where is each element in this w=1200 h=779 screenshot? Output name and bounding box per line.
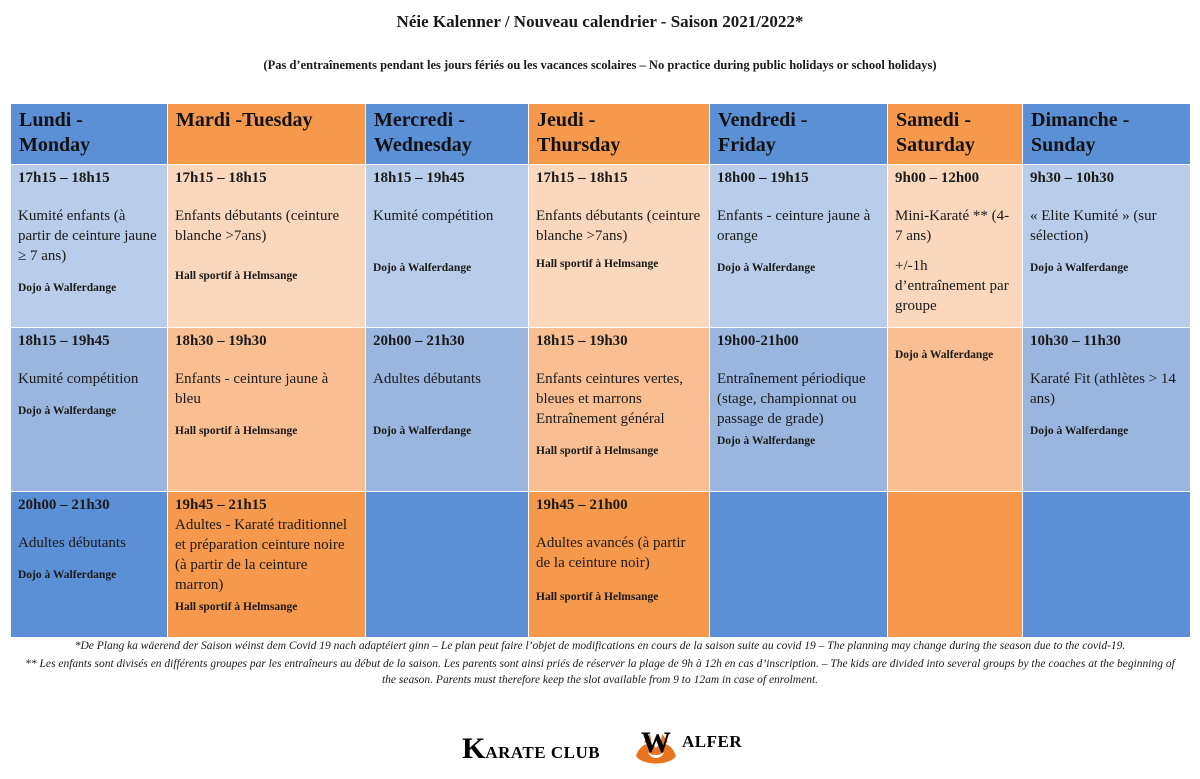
schedule-cell [366, 492, 529, 638]
logo-arate-club: ARATE CLUB [485, 743, 601, 762]
session-time: 18h15 – 19h45 [18, 333, 110, 349]
schedule-cell [1023, 165, 1191, 328]
schedule-cell [710, 492, 888, 638]
session-activity: Mini-Karaté ** (4-7 ans) [895, 208, 1010, 244]
session-time: 9h30 – 10h30 [1030, 170, 1115, 186]
session-note: +/-1h d’entraînement par groupe [895, 258, 1009, 314]
schedule-cell [11, 492, 168, 638]
schedule-row [11, 492, 1191, 638]
schedule-cell [11, 165, 168, 328]
session-time: 10h30 – 11h30 [1030, 333, 1121, 349]
day-header-tuesday: Mardi -Tuesday [168, 104, 366, 165]
logo-letter-k: K [462, 732, 486, 765]
schedule-cell [11, 328, 168, 492]
schedule-row [11, 328, 1191, 492]
session-time: 18h15 – 19h30 [536, 333, 628, 349]
session-location: Dojo à Walferdange [1030, 262, 1129, 274]
page-subtitle: (Pas d’entraînements pendant les jours fériés ou les vacances scolaires – No practice during public holidays or school holidays) [263, 58, 937, 72]
session-activity: Karaté Fit (athlètes > 14 ans) [1030, 371, 1176, 407]
session-activity: Adultes débutants [18, 535, 126, 551]
session-time: 18h15 – 19h45 [373, 170, 465, 186]
session-activity: « Elite Kumité » (sur sélection) [1030, 208, 1157, 244]
session-activity: Kumité enfants (à partir de ceinture jaune ≥ 7 ans) [18, 208, 157, 264]
schedule-cell [710, 165, 888, 328]
session-location: Hall sportif à Helmsange [536, 445, 659, 457]
schedule-cell [888, 165, 1023, 328]
club-logo [462, 726, 743, 774]
fox-w-logo-icon [630, 726, 682, 772]
footnote-kids-groups: ** Les enfants sont divisés en différents groupes par les entraîneurs au début de la saison. Les parents sont ainsi priés de réserver la plage de 9h à 12h en cas d’inscription. – The kids are divided into several groups by the coaches at the beginning of the season. Parents must therefore keep the slot available from 9 to 12am in case of enrolment. [25, 658, 1175, 686]
session-location: Dojo à Walferdange [1030, 425, 1129, 437]
day-header-saturday: Samedi - Saturday [888, 104, 1023, 165]
session-activity: Entraînement périodique (stage, championnat ou passage de grade) [717, 371, 866, 427]
day-header-friday: Vendredi - Friday [710, 104, 888, 165]
day-header-thursday: Jeudi - Thursday [529, 104, 710, 165]
day-header-row [11, 104, 1191, 165]
session-activity: Adultes avancés (à partir de la ceinture noir) [536, 535, 686, 571]
schedule-cell [888, 492, 1023, 638]
schedule-cell [1023, 328, 1191, 492]
session-activity: Kumité compétition [373, 208, 494, 224]
schedule-table [10, 103, 1191, 638]
session-time: 17h15 – 18h15 [18, 170, 110, 186]
session-location: Hall sportif à Helmsange [175, 270, 298, 282]
day-header-monday: Lundi - Monday [11, 104, 168, 165]
schedule-cell [1023, 492, 1191, 638]
logo-alfer: ALFER [682, 732, 743, 751]
session-activity: Enfants - ceinture jaune à orange [717, 208, 871, 244]
session-activity: Adultes débutants [373, 371, 481, 387]
session-time: 19h45 – 21h15 [175, 497, 267, 513]
session-time: 9h00 – 12h00 [895, 170, 980, 186]
footnotes [20, 638, 1180, 690]
session-activity: Kumité compétition [18, 371, 139, 387]
schedule-cell [366, 328, 529, 492]
schedule-cell [366, 165, 529, 328]
session-activity: Enfants débutants (ceinture blanche >7ans) [536, 208, 701, 244]
session-time: 20h00 – 21h30 [373, 333, 465, 349]
session-activity: Adultes - Karaté traditionnel et préparation ceinture noire (à partir de la ceinture marron) [175, 517, 348, 593]
session-location: Hall sportif à Helmsange [175, 425, 298, 437]
schedule-cell [888, 328, 1023, 492]
schedule-cell [529, 492, 710, 638]
session-time: 20h00 – 21h30 [18, 497, 110, 513]
session-time: 17h15 – 18h15 [175, 170, 267, 186]
session-location: Hall sportif à Helmsange [175, 601, 298, 613]
schedule-cell [529, 165, 710, 328]
session-time: 18h00 – 19h15 [717, 170, 809, 186]
day-header-wednesday: Mercredi - Wednesday [366, 104, 529, 165]
schedule-cell [710, 328, 888, 492]
session-location: Dojo à Walferdange [18, 569, 117, 581]
day-header-sunday: Dimanche - Sunday [1023, 104, 1191, 165]
footnote-covid: *De Plang ka wäerend der Saison wéinst dem Covid 19 nach adaptéiert ginn – Le plan peut faire l’objet de modifications en cours de la saison suite au covid 19 – The planning may change during the season due to the covid-19. [74, 640, 1126, 652]
schedule-cell [168, 492, 366, 638]
session-location: Dojo à Walferdange [895, 349, 994, 361]
session-location: Dojo à Walferdange [717, 262, 816, 274]
session-location: Dojo à Walferdange [18, 405, 117, 417]
session-location: Dojo à Walferdange [717, 435, 816, 447]
session-activity: Enfants ceintures vertes, bleues et marrons Entraînement général [536, 371, 684, 427]
session-location: Hall sportif à Helmsange [536, 591, 659, 603]
schedule-cell [168, 328, 366, 492]
svg-text:W: W [641, 726, 671, 759]
session-location: Hall sportif à Helmsange [536, 258, 659, 270]
page-title: Néie Kalenner / Nouveau calendrier - Saison 2021/2022* [396, 12, 804, 31]
session-location: Dojo à Walferdange [18, 282, 117, 294]
session-activity: Enfants - ceinture jaune à bleu [175, 371, 329, 407]
session-time: 17h15 – 18h15 [536, 170, 628, 186]
session-location: Dojo à Walferdange [373, 425, 472, 437]
schedule-cell [529, 328, 710, 492]
session-time: 19h00-21h00 [717, 333, 799, 349]
session-location: Dojo à Walferdange [373, 262, 472, 274]
session-time: 19h45 – 21h00 [536, 497, 628, 513]
schedule-row [11, 165, 1191, 328]
session-activity: Enfants débutants (ceinture blanche >7ans) [175, 208, 340, 244]
session-time: 18h30 – 19h30 [175, 333, 267, 349]
schedule-cell [168, 165, 366, 328]
